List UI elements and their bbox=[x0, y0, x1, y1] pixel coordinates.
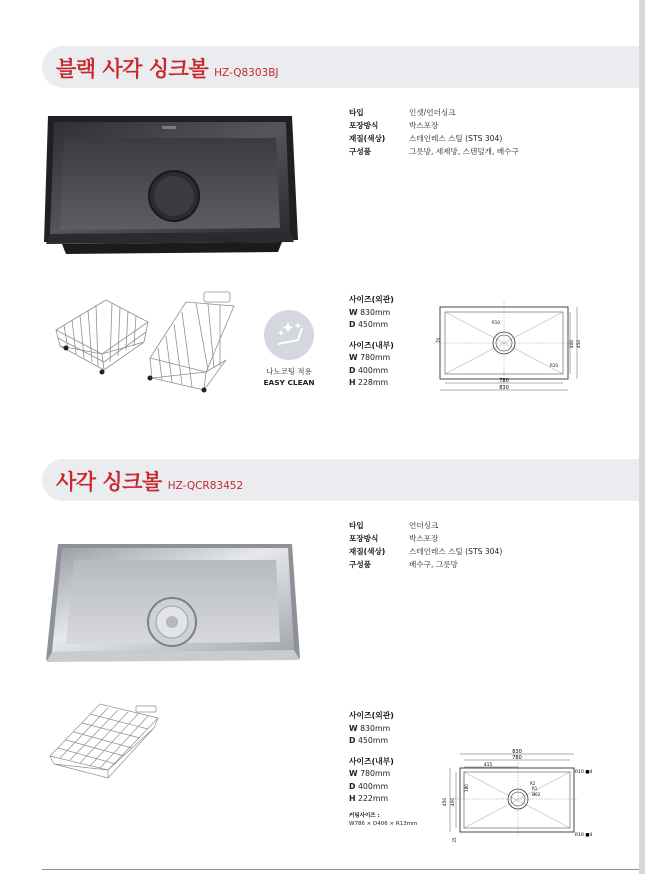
outer-size-title: 사이즈(외관) bbox=[349, 295, 394, 304]
dim-d-inner: 400 bbox=[570, 339, 575, 349]
spec-label: 타입 bbox=[349, 108, 364, 117]
page-edge bbox=[639, 0, 645, 874]
nano-label: 나노코팅 적용 bbox=[266, 367, 312, 376]
dim-side: 180 bbox=[464, 784, 469, 792]
dim-d-inner: 400 bbox=[451, 797, 456, 807]
spec-row bbox=[349, 558, 502, 571]
spec-value: 언더싱크 bbox=[409, 521, 439, 530]
spec-value: 그릇망, 세제망, 스텐덮개, 배수구 bbox=[409, 147, 519, 156]
nano-coating-badge bbox=[256, 310, 322, 388]
size-row: D 400mm bbox=[349, 365, 389, 375]
size-row: D 450mm bbox=[349, 320, 389, 329]
model-code: HZ-Q8303BJ bbox=[214, 67, 279, 79]
dim-w-outer: 830 bbox=[499, 385, 509, 391]
dimension-diagram-1 bbox=[432, 302, 582, 394]
dim-r2: R10 bbox=[550, 363, 558, 368]
cut-size bbox=[349, 812, 417, 828]
spec-row bbox=[349, 132, 519, 145]
spec-value: 스테인레스 스틸 (STS 304) bbox=[409, 547, 503, 556]
spec-row bbox=[349, 532, 502, 545]
section-title: 사각 싱크볼 HZ-QCR83452 bbox=[56, 470, 244, 494]
spec-value: 배수구, 그릇망 bbox=[409, 560, 458, 569]
dim-d-outer: 450 bbox=[577, 339, 582, 349]
spec-table-2 bbox=[349, 519, 502, 571]
dim-side: 25 bbox=[435, 338, 441, 343]
footer-divider bbox=[42, 869, 639, 870]
black-sink-image bbox=[42, 110, 304, 260]
dim-c3: Ø62 bbox=[532, 792, 541, 797]
spec-label: 타입 bbox=[349, 521, 364, 530]
spec-row bbox=[349, 106, 519, 119]
section-header-square-sink bbox=[42, 459, 639, 501]
spec-row bbox=[349, 145, 519, 158]
spec-row bbox=[349, 519, 502, 532]
dim-w-inner: 780 bbox=[499, 378, 509, 384]
dim-w-outer: 830 bbox=[512, 749, 522, 755]
size-row: D 400mm bbox=[349, 781, 389, 791]
section-title: 블랙 사각 싱크볼 HZ-Q8303BJ bbox=[56, 57, 279, 81]
size-row: W 780mm bbox=[349, 353, 391, 362]
spec-label: 재질(색상) bbox=[349, 134, 386, 143]
spec-table-1 bbox=[349, 106, 519, 158]
dim-half: 415 bbox=[483, 763, 493, 768]
dim-c1: R2 bbox=[530, 781, 536, 786]
size-row: D 450mm bbox=[349, 736, 389, 745]
section-header-black-sink bbox=[42, 46, 639, 88]
dish-rack-image bbox=[46, 290, 242, 400]
easy-clean-label: EASY CLEAN bbox=[263, 378, 315, 387]
size-row: H 222mm bbox=[349, 794, 389, 803]
dish-rack-image-2 bbox=[46, 700, 162, 784]
dim-r-top: R10 ■4 bbox=[575, 770, 593, 775]
cut-size-title: 커팅사이즈 : bbox=[349, 812, 380, 819]
outer-size-title: 사이즈(외관) bbox=[349, 711, 394, 720]
silver-sink-image bbox=[44, 538, 304, 664]
spec-value: 인셋/언더싱크 bbox=[409, 108, 456, 117]
spec-value: 스테인레스 스틸 (STS 304) bbox=[409, 134, 503, 143]
size-row: W 780mm bbox=[349, 769, 391, 778]
size-row: W 830mm bbox=[349, 723, 391, 733]
spec-label: 포장방식 bbox=[349, 121, 379, 130]
dim-d-outer: 450 bbox=[443, 797, 448, 807]
spec-row bbox=[349, 119, 519, 132]
sparkle-icon bbox=[264, 310, 314, 360]
inner-size-title: 사이즈(내부) bbox=[349, 340, 394, 350]
spec-label: 구성품 bbox=[349, 560, 372, 569]
spec-value: 박스포장 bbox=[409, 121, 439, 130]
cut-size-value: W786 × D406 × R13mm bbox=[349, 820, 418, 827]
dim-c2: R1 bbox=[532, 786, 538, 791]
dim-r1: R10 bbox=[492, 320, 500, 325]
spec-label: 포장방식 bbox=[349, 534, 379, 543]
dim-r-bot: R10 ■4 bbox=[575, 833, 593, 838]
size-row: W 830mm bbox=[349, 307, 391, 317]
dim-w-inner: 780 bbox=[512, 755, 522, 761]
spec-row bbox=[349, 545, 502, 558]
inner-size-title: 사이즈(내부) bbox=[349, 756, 394, 766]
spec-value: 박스포장 bbox=[409, 534, 439, 543]
model-code: HZ-QCR83452 bbox=[167, 480, 244, 492]
spec-label: 구성품 bbox=[349, 147, 372, 156]
dim-gap: 25 bbox=[452, 837, 457, 843]
size-row: H 228mm bbox=[349, 378, 389, 387]
spec-label: 재질(색상) bbox=[349, 547, 386, 556]
size-block-1 bbox=[349, 294, 394, 390]
size-block-2 bbox=[349, 710, 417, 828]
dimension-diagram-2 bbox=[428, 748, 600, 844]
